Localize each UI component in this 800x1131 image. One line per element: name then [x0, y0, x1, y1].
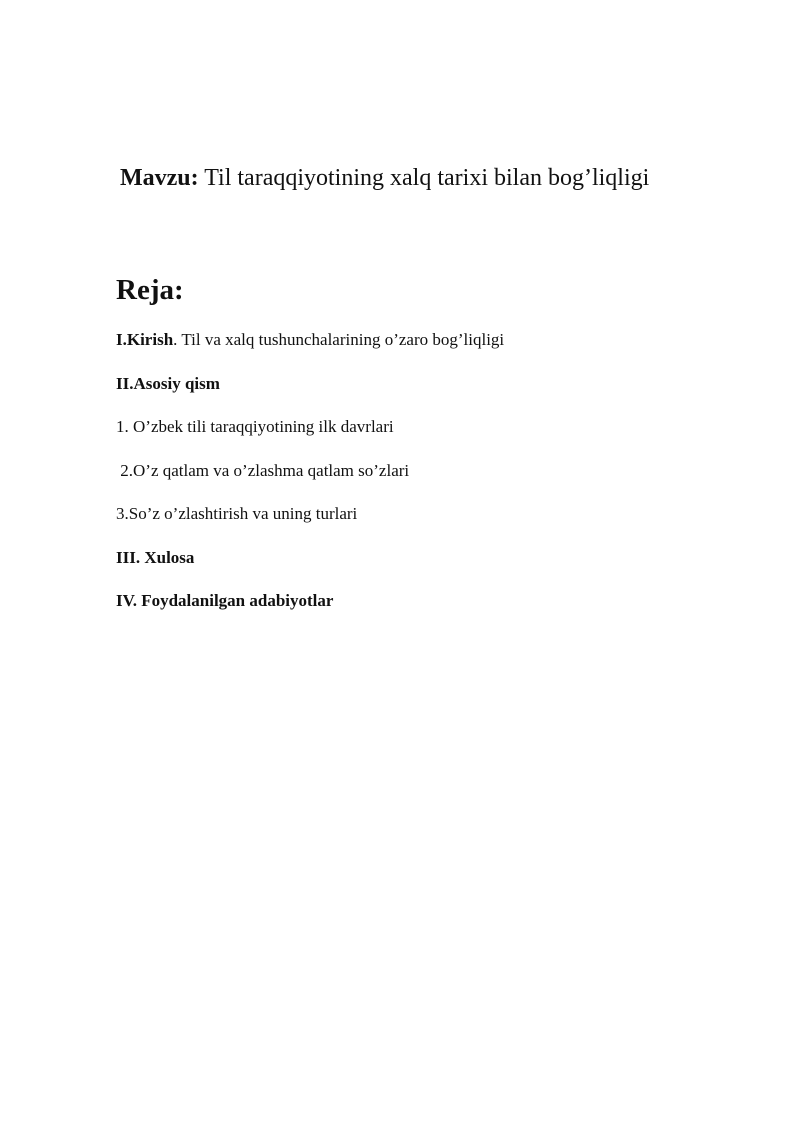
topic-label: Mavzu: [120, 165, 199, 191]
plan-item-references [116, 589, 504, 633]
plan-item-text: . Til va xalq tushunchalarining o’zaro bog’liqligi [173, 330, 505, 349]
plan-item-conclusion [116, 546, 504, 590]
plan-item-main-part [116, 372, 504, 416]
plan-item-bold: III. Xulosa [116, 547, 195, 567]
plan-item-text: 1. O’zbek tili taraqqiyotining ilk davrlari [116, 417, 394, 436]
plan-item-bold: I.Kirish [116, 330, 174, 349]
topic-line [120, 162, 649, 194]
plan-list [116, 328, 504, 633]
plan-item-subsection-2 [116, 459, 504, 503]
plan-item-introduction [116, 328, 504, 372]
plan-item-bold: II.Asosiy qism [116, 373, 220, 393]
plan-item-text: 2.O’z qatlam va o’zlashma qatlam so’zlari [116, 460, 410, 480]
plan-heading: Reja: [116, 274, 184, 306]
plan-item-subsection-3 [116, 502, 504, 546]
plan-item-subsection-1 [116, 415, 504, 459]
plan-item-bold: IV. Foydalanilgan adabiyotlar [116, 591, 334, 610]
plan-item-text: 3.So’z o’zlashtirish va uning turlari [116, 504, 358, 523]
topic-text: Til taraqqiyotining xalq tarixi bilan bog’liqligi [198, 165, 650, 191]
